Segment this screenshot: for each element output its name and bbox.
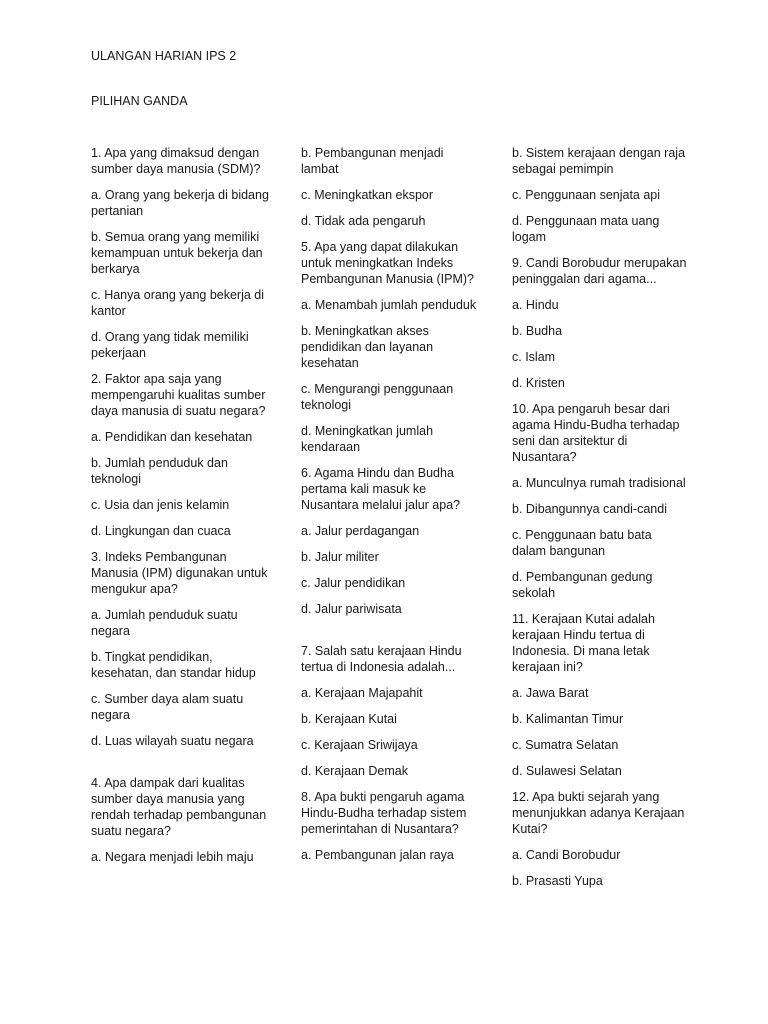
answer-option: d. Orang yang tidak memiliki pekerjaan — [91, 330, 249, 360]
answer-option: d. Jalur pariwisata — [301, 602, 402, 616]
question-text: 1. Apa yang dimaksud dengan sumber daya manusia (SDM)? — [91, 146, 261, 176]
answer-option: b. Prasasti Yupa — [512, 874, 603, 888]
question-text: 5. Apa yang dapat dilakukan untuk meningkatkan Indeks Pembangunan Manusia (IPM)? — [301, 240, 475, 286]
answer-option: a. Pendidikan dan kesehatan — [91, 430, 253, 444]
answer-option: a. Munculnya rumah tradisional — [512, 476, 686, 490]
answer-option: a. Jawa Barat — [512, 686, 589, 700]
question-text: 7. Salah satu kerajaan Hindu tertua di Indonesia adalah... — [301, 644, 462, 674]
question-text: 11. Kerajaan Kutai adalah kerajaan Hindu tertua di Indonesia. Di mana letak kerajaan ini? — [512, 612, 655, 674]
answer-option: c. Sumatra Selatan — [512, 738, 619, 752]
question-column-3 — [512, 145, 687, 899]
answer-option: a. Kerajaan Majapahit — [301, 686, 423, 700]
answer-option: c. Jalur pendidikan — [301, 576, 406, 590]
question-column-2 — [301, 145, 481, 873]
answer-option: b. Jalur militer — [301, 550, 379, 564]
spacer — [301, 627, 481, 643]
question-text: 4. Apa dampak dari kualitas sumber daya manusia yang rendah terhadap pembangunan suatu negara? — [91, 776, 267, 838]
answer-option: b. Kalimantan Timur — [512, 712, 624, 726]
answer-option: c. Sumber daya alam suatu negara — [91, 692, 244, 722]
answer-option: c. Usia dan jenis kelamin — [91, 498, 230, 512]
answer-option: a. Candi Borobudur — [512, 848, 621, 862]
question-text: 2. Faktor apa saja yang mempengaruhi kualitas sumber daya manusia di suatu negara? — [91, 372, 266, 418]
answer-option: a. Pembangunan jalan raya — [301, 848, 454, 862]
answer-option: c. Meningkatkan ekspor — [301, 188, 434, 202]
answer-option: b. Dibangunnya candi-candi — [512, 502, 667, 516]
question-text: 6. Agama Hindu dan Budha pertama kali masuk ke Nusantara melalui jalur apa? — [301, 466, 461, 512]
answer-option: d. Luas wilayah suatu negara — [91, 734, 254, 748]
answer-option: a. Orang yang bekerja di bidang pertanian — [91, 188, 269, 218]
answer-option: d. Penggunaan mata uang logam — [512, 214, 660, 244]
question-column-1 — [91, 145, 271, 875]
answer-option: a. Menambah jumlah penduduk — [301, 298, 477, 312]
answer-option: b. Meningkatkan akses pendidikan dan layanan kesehatan — [301, 324, 434, 370]
answer-option: d. Kristen — [512, 376, 565, 390]
question-text: 9. Candi Borobudur merupakan peninggalan dari agama... — [512, 256, 687, 286]
answer-option: c. Penggunaan senjata api — [512, 188, 661, 202]
answer-option: a. Negara menjadi lebih maju — [91, 850, 254, 864]
answer-option: a. Hindu — [512, 298, 559, 312]
document-title: ULANGAN HARIAN IPS 2 — [91, 49, 237, 63]
answer-option: d. Pembangunan gedung sekolah — [512, 570, 653, 600]
answer-option: b. Kerajaan Kutai — [301, 712, 397, 726]
answer-option: d. Lingkungan dan cuaca — [91, 524, 231, 538]
answer-option: b. Semua orang yang memiliki kemampuan untuk bekerja dan berkarya — [91, 230, 263, 276]
answer-option: b. Sistem kerajaan dengan raja sebagai pemimpin — [512, 146, 686, 176]
question-text: 10. Apa pengaruh besar dari agama Hindu-Budha terhadap seni dan arsitektur di Nusantara? — [512, 402, 680, 464]
answer-option: d. Kerajaan Demak — [301, 764, 409, 778]
question-text: 3. Indeks Pembangunan Manusia (IPM) digunakan untuk mengukur apa? — [91, 550, 268, 596]
answer-option: b. Tingkat pendidikan, kesehatan, dan standar hidup — [91, 650, 256, 680]
answer-option: c. Penggunaan batu bata dalam bangunan — [512, 528, 652, 558]
answer-option: a. Jumlah penduduk suatu negara — [91, 608, 238, 638]
answer-option: a. Jalur perdagangan — [301, 524, 420, 538]
question-text: 8. Apa bukti pengaruh agama Hindu-Budha terhadap sistem pemerintahan di Nusantara? — [301, 790, 467, 836]
answer-option: b. Pembangunan menjadi lambat — [301, 146, 444, 176]
section-title: PILIHAN GANDA — [91, 94, 188, 108]
spacer — [91, 759, 271, 775]
answer-option: b. Jumlah penduduk dan teknologi — [91, 456, 228, 486]
answer-option: b. Budha — [512, 324, 563, 338]
answer-option: d. Sulawesi Selatan — [512, 764, 622, 778]
answer-option: c. Kerajaan Sriwijaya — [301, 738, 418, 752]
answer-option: c. Mengurangi penggunaan teknologi — [301, 382, 454, 412]
answer-option: d. Tidak ada pengaruh — [301, 214, 426, 228]
answer-option: d. Meningkatkan jumlah kendaraan — [301, 424, 434, 454]
answer-option: c. Islam — [512, 350, 556, 364]
answer-option: c. Hanya orang yang bekerja di kantor — [91, 288, 265, 318]
question-text: 12. Apa bukti sejarah yang menunjukkan adanya Kerajaan Kutai? — [512, 790, 685, 836]
